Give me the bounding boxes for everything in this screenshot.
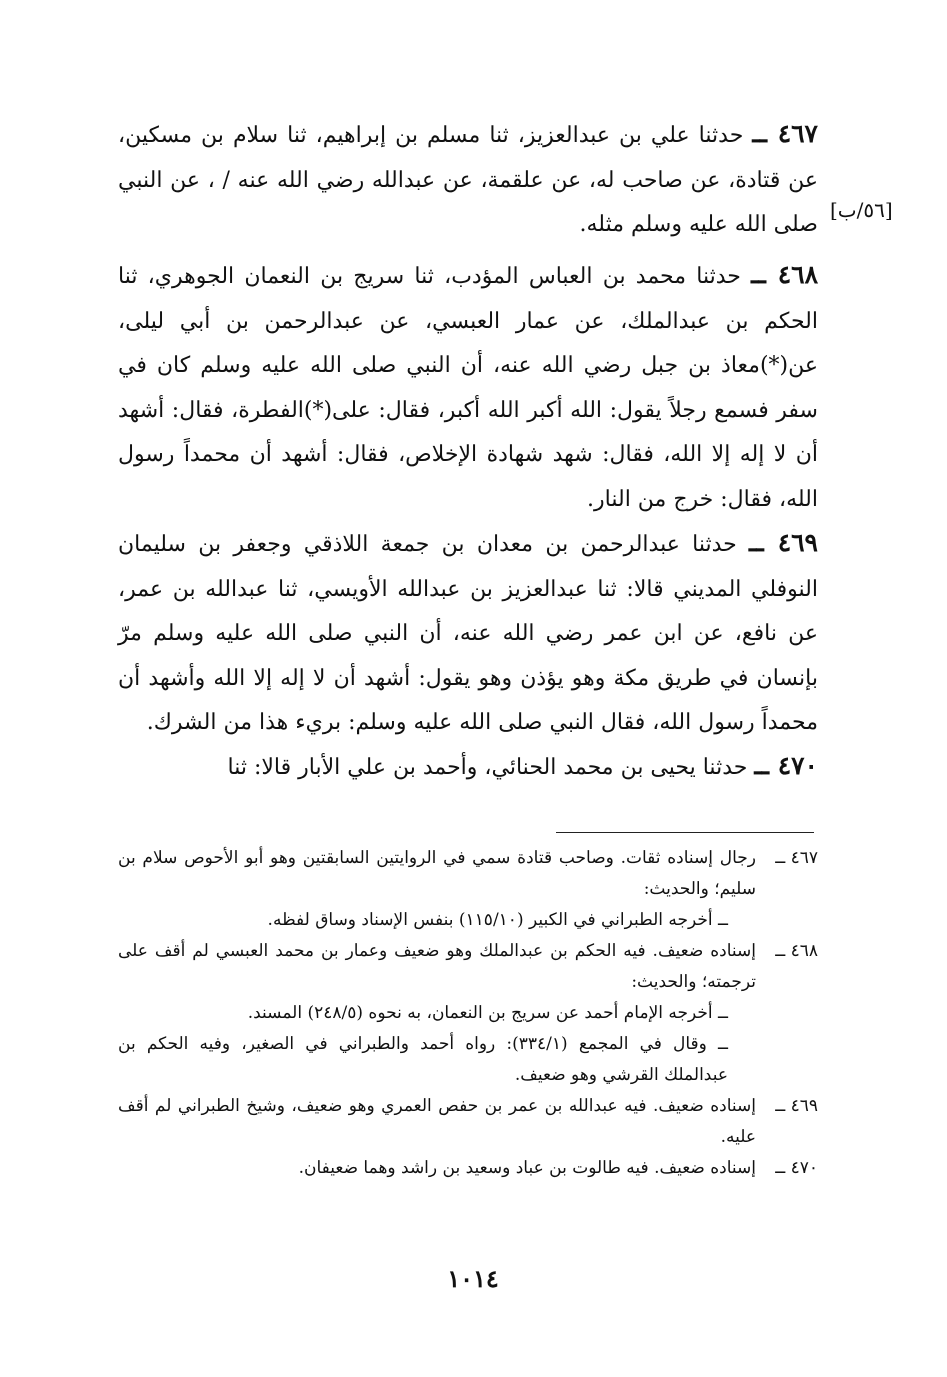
footnote-text: رجال إسناده ثقات. وصاحب قتادة سمي في الروايتين السابقتين وهو أبو الأحوص سلام بن سليم؛ والحديث: [118,848,756,899]
footnote-subitem: ــ أخرجه الإمام أحمد عن سريج بن النعمان، به نحوه (٢٤٨/٥) المسند. [247,1003,728,1023]
footnote-text: إسناده ضعيف. فيه طالوت بن عباد وسعيد بن راشد وهما ضعيفان. [298,1158,756,1178]
hadith-467 [118,112,818,248]
footnote-number: ٤٦٩ ــ [775,1096,818,1116]
hadith-468 [118,253,818,523]
footnote-text: إسناده ضعيف. فيه عبدالله بن عمر بن حفص العمري وهو ضعيف، وشيخ الطبراني لم أقف عليه. [118,1096,756,1147]
footnote-469 [118,1091,818,1153]
footnote-468 [118,936,818,998]
footnote-467 [118,843,818,905]
footnote-number: ٤٦٧ ــ [775,848,818,868]
footnote-text: إسناده ضعيف. فيه الحكم بن عبدالملك وهو ضعيف وعمار بن محمد العبسي لم أقف على ترجمته؛ والحديث: [118,941,756,992]
footnote-number: ٤٦٨ ــ [775,941,818,961]
hadith-text: حدثنا يحيى بن محمد الحنائي، وأحمد بن علي الأبار قالا: ثنا [227,755,748,780]
footnote-subitem: ــ وقال في المجمع (٣٣٤/١): رواه أحمد والطبراني في الصغير، وفيه الحكم بن عبدالملك القرشي وهو ضعيف. [118,1034,728,1085]
hadith-number: ٤٧٠ ــ [754,751,818,780]
hadith-number: ٤٦٨ ــ [751,260,819,289]
hadith-number: ٤٦٧ ــ [752,119,818,148]
hadith-469 [118,521,818,746]
page-number: ١٠١٤ [447,1264,499,1293]
footnote-470 [118,1153,818,1184]
hadith-number: ٤٦٩ ــ [749,528,818,557]
margin-folio-marker: [٥٦/ب] [830,198,893,222]
hadith-text: حدثنا علي بن عبدالعزيز، ثنا مسلم بن إبراهيم، ثنا سلام بن مسكين، عن قتادة، عن صاحب له، عن علقمة، عن عبدالله رضي الله عنه / ، عن النبي صلى الله عليه وسلم مثله. [118,123,818,238]
hadith-text: حدثنا عبدالرحمن بن معدان بن جمعة اللاذقي وجعفر بن سليمان النوفلي المديني قالا: ثنا عبدالعزيز بن عبدالله الأويسي، ثنا عبدالله بن عمر، عن نافع، عن ابن عمر رضي الله عنه، أن النبي صلى الله عليه وسلم مرّ بإنسان في طريق مكة وهو يؤذن وهو يقول: أشهد أن لا إله إلا الله وأشهد أن محمداً رسول الله، فقال النبي صلى الله عليه وسلم: بريء هذا من الشرك. [118,532,818,736]
hadith-text: حدثنا محمد بن العباس المؤدب، ثنا سريج بن النعمان الجوهري، ثنا الحكم بن عبدالملك، عن عمار العبسي، عن عبدالرحمن بن أبي ليلى، عن(*)معاذ بن جبل رضي الله عنه، أن النبي صلى الله عليه وسلم كان في سفر فسمع رجلاً يقول: الله أكبر الله أكبر، فقال: على(*)الفطرة، فقال: أشهد أن لا إله إلا الله، فقال: شهد شهادة الإخلاص، فقال: أشهد أن محمداً رسول الله، فقال: خرج من النار. [118,264,818,512]
hadith-470 [118,744,818,791]
footnote-separator [556,832,814,833]
footnote-number: ٤٧٠ ــ [775,1158,818,1178]
footnote-subitem: ــ أخرجه الطبراني في الكبير (١١٥/١٠) بنفس الإسناد وساق لفظه. [267,910,728,930]
footnotes [118,843,818,1184]
